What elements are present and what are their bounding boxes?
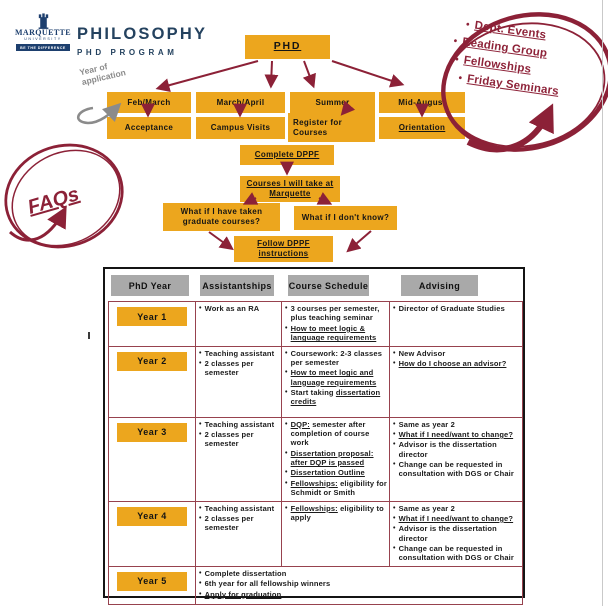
marquette-logo	[16, 11, 207, 57]
text-segment: Coursework: 2-3 classes per semester	[290, 348, 383, 367]
bullet-text	[291, 368, 387, 387]
bullet-icon: •	[393, 430, 396, 438]
text-segment: semester after completion of course work	[290, 419, 370, 448]
bullet-text	[205, 359, 279, 378]
bullet-text	[399, 440, 520, 459]
bullet-text	[399, 514, 514, 523]
bullet-icon: •	[285, 349, 288, 357]
bullet-item	[199, 349, 279, 358]
university-sub: UNIVERSITY	[24, 37, 62, 41]
text-segment: 6th year for all fellowship winners	[204, 579, 331, 589]
bullet-item	[285, 479, 387, 498]
bullet-icon: •	[285, 305, 288, 312]
year-details-table	[108, 301, 523, 605]
text-segment: eligibility to apply	[290, 503, 384, 522]
bullet-text	[399, 460, 520, 479]
text-segment: Change can be requested in consultation with DGS or Chair	[398, 460, 514, 479]
bullet-icon: •	[393, 504, 396, 512]
resources-arrow	[468, 112, 549, 149]
bullet-item	[285, 449, 387, 468]
bullet-item	[285, 349, 387, 368]
year-badge: Year 1	[117, 307, 187, 326]
year-cell	[109, 417, 196, 501]
bullet-text	[205, 514, 279, 533]
complete-dppf-box[interactable]: Complete DPPF	[240, 145, 334, 165]
event-orientation[interactable]: Orientation	[379, 117, 465, 139]
bullet-text	[399, 430, 514, 439]
bullet-item	[393, 430, 520, 439]
link[interactable]: Fellowships:	[290, 503, 338, 513]
bullet-item	[199, 304, 279, 313]
faqs-doodle[interactable]	[0, 130, 137, 264]
tower-icon	[36, 11, 51, 29]
phd-box[interactable]: PHD	[245, 35, 330, 59]
cell-course-schedule	[282, 346, 390, 417]
question-dont-know-box: What if I don't know?	[294, 206, 397, 230]
bullet-icon: •	[393, 525, 396, 533]
link[interactable]: What if I need/want to change?	[398, 513, 514, 523]
cell-assistantships	[196, 501, 282, 566]
month-feb-march: Feb/March	[107, 92, 191, 113]
header-phd-year: PhD Year	[111, 275, 189, 296]
bullet-text	[291, 420, 387, 448]
text-segment: Director of Graduate Studies	[398, 304, 505, 313]
link[interactable]: How to meet logic & language requirements	[290, 323, 377, 343]
link[interactable]: How do I choose an advisor?	[398, 358, 507, 368]
bullet-text	[399, 359, 507, 368]
bullet-text	[205, 420, 275, 429]
table-row	[109, 346, 523, 417]
cell-advising	[390, 417, 523, 501]
bullet-item	[285, 504, 387, 523]
bullet-icon: •	[285, 369, 288, 377]
question-taken-courses-box: What if I have taken graduate courses?	[163, 203, 280, 231]
tagline-badge: BE THE DIFFERENCE	[16, 44, 70, 51]
bullet-icon: •	[285, 389, 288, 396]
bullet-text	[205, 579, 331, 588]
cell-year5-notes	[196, 566, 523, 604]
year-cell	[109, 501, 196, 566]
program-subtitle: PHD PROGRAM	[77, 47, 178, 57]
bullet-item	[199, 514, 279, 533]
link[interactable]: DQP:	[290, 419, 310, 429]
resource-fellowships[interactable]: • Fellowships	[454, 54, 532, 76]
bullet-text	[205, 569, 287, 578]
bullet-item	[393, 304, 520, 313]
bullet-item	[393, 420, 520, 429]
resource-dept-events[interactable]: • Dept. Events	[465, 19, 547, 42]
bullet-text	[291, 449, 387, 468]
cell-assistantships	[196, 346, 282, 417]
bullet-item	[393, 514, 520, 523]
bullet-icon: •	[393, 441, 396, 449]
bullet-icon: •	[285, 324, 288, 332]
bullet-icon: •	[393, 420, 396, 428]
text-segment: Teaching assistant	[204, 348, 275, 358]
bullet-item	[393, 349, 520, 358]
link[interactable]: Fellowships:	[290, 478, 338, 488]
faqs-circle-inner	[0, 132, 137, 264]
year-of-application-note: Year of application	[78, 61, 127, 88]
faqs-label[interactable]: FAQs	[25, 183, 82, 219]
bullet-icon: •	[199, 349, 202, 357]
text-segment: Advisor is the dissertation director	[398, 440, 497, 459]
text-segment: Advisor is the dissertation director	[398, 524, 497, 543]
bullet-item	[393, 359, 520, 368]
bullet-icon: •	[285, 469, 288, 477]
event-campus-visits: Campus Visits	[196, 117, 285, 139]
text-segment: 3 courses per semester, plus teaching seminar	[290, 304, 380, 323]
text-segment: Change can be requested in consultation with DGS or Chair	[398, 544, 514, 563]
text-segment: Teaching assistant	[204, 419, 275, 429]
link[interactable]: dissertation credits	[290, 388, 381, 407]
follow-dppf-box[interactable]: Follow DPPF instructions	[234, 236, 333, 262]
month-mid-august: Mid-August	[379, 92, 465, 113]
link[interactable]: Dissertation proposal: after DQP is passed	[290, 448, 374, 467]
text-segment: Complete dissertation	[204, 568, 287, 578]
year-cell	[109, 302, 196, 347]
stray-mark	[88, 332, 90, 339]
table-row	[109, 566, 523, 604]
marquette-seal	[16, 11, 70, 57]
cell-advising	[390, 501, 523, 566]
bullet-icon: •	[393, 461, 396, 468]
cell-course-schedule	[282, 417, 390, 501]
text-segment: 2 classes per semester	[204, 358, 254, 378]
bullet-icon: •	[199, 514, 202, 522]
bullet-text	[399, 544, 520, 563]
link[interactable]: How to meet logic and language requirements	[290, 368, 377, 387]
year-badge: Year 2	[117, 352, 187, 371]
year-cell	[109, 346, 196, 417]
link[interactable]: What if I need/want to change?	[398, 429, 514, 439]
table-row	[109, 302, 523, 347]
text-segment: eligibility for Schmidt or Smith	[290, 478, 387, 498]
year-badge: Year 3	[117, 423, 187, 442]
bullet-text	[399, 349, 446, 358]
bullet-icon: •	[465, 19, 471, 31]
cell-assistantships	[196, 417, 282, 501]
bullet-icon: •	[199, 305, 202, 312]
bullet-icon: •	[393, 545, 396, 552]
bullet-icon: •	[285, 504, 288, 512]
bullet-text	[205, 590, 282, 599]
cell-advising	[390, 346, 523, 417]
university-name: MARQUETTE	[14, 28, 72, 37]
bullet-icon: •	[285, 420, 288, 428]
bullet-item	[199, 359, 279, 378]
event-register-courses: Register for Courses	[288, 113, 375, 142]
bullet-icon: •	[452, 35, 459, 48]
cell-course-schedule	[282, 302, 390, 347]
bullet-item	[199, 504, 279, 513]
bullet-text	[291, 388, 387, 407]
bullet-item	[393, 460, 520, 479]
bullet-item	[285, 388, 387, 407]
courses-marquette-box[interactable]: Courses I will take at Marquette	[240, 176, 340, 202]
month-march-april: March/April	[196, 92, 285, 113]
year-badge: Year 5	[117, 572, 187, 591]
month-summer: Summer	[290, 92, 375, 113]
event-acceptance: Acceptance	[107, 117, 191, 139]
bullet-text	[205, 304, 260, 313]
link[interactable]: Apply for graduation	[204, 589, 282, 599]
bullet-text	[205, 504, 275, 513]
bullet-icon: •	[393, 514, 396, 522]
bullet-icon: •	[393, 349, 396, 357]
bullet-item	[199, 430, 279, 449]
bullet-text	[291, 504, 387, 523]
bullet-item	[393, 440, 520, 459]
bullet-icon: •	[199, 359, 202, 367]
resources-list	[447, 17, 567, 104]
text-segment: Work as an RA	[204, 304, 260, 313]
bullet-item	[285, 368, 387, 387]
text-segment: 2 classes per semester	[204, 429, 254, 449]
bullet-item	[393, 524, 520, 543]
text-segment: Start taking	[290, 388, 336, 397]
year-badge: Year 4	[117, 507, 187, 526]
bullet-item	[199, 569, 520, 578]
bullet-item	[199, 590, 520, 599]
cell-advising	[390, 302, 523, 347]
text-segment: New Advisor	[398, 348, 446, 358]
bullet-icon: •	[457, 72, 463, 85]
logo-text	[77, 11, 207, 57]
bullet-icon: •	[285, 479, 288, 487]
bullet-icon: •	[393, 359, 396, 367]
bullet-icon: •	[454, 54, 460, 66]
bullet-item	[199, 420, 279, 429]
bullet-text	[291, 349, 387, 368]
department-title: PHILOSOPHY	[77, 25, 208, 43]
text-segment: Same as year 2	[398, 419, 455, 429]
bullet-text	[205, 430, 279, 449]
header-course-schedule: Course Schedule	[288, 275, 369, 296]
bullet-item	[393, 504, 520, 513]
table-row	[109, 501, 523, 566]
year-cell	[109, 566, 196, 604]
bullet-text	[291, 324, 387, 343]
bullet-text	[291, 479, 387, 498]
link[interactable]: Dissertation Outline	[290, 468, 365, 478]
bullet-icon: •	[199, 430, 202, 438]
faqs-arrow	[10, 211, 64, 240]
bullet-icon: •	[199, 580, 202, 588]
bullet-icon: •	[199, 590, 202, 598]
page-edge-line	[602, 0, 603, 606]
resource-friday-seminars[interactable]: • Friday Seminars	[457, 72, 560, 98]
table-row	[109, 417, 523, 501]
header-assistantships: Assistantships	[200, 275, 274, 296]
bullet-item	[285, 420, 387, 448]
phd-program-table	[103, 267, 525, 598]
cell-course-schedule	[282, 501, 390, 566]
bullet-text	[399, 524, 520, 543]
bullet-item	[285, 324, 387, 343]
bullet-text	[291, 304, 387, 323]
resource-reading-group[interactable]: • Reading Group	[452, 35, 548, 60]
bullet-icon: •	[199, 569, 202, 577]
bullet-text	[291, 468, 365, 477]
bullet-icon: •	[199, 504, 202, 512]
bullet-text	[399, 420, 455, 429]
bullet-item	[285, 468, 387, 477]
bullet-text	[399, 304, 505, 313]
bullet-item	[199, 579, 520, 588]
bullet-icon: •	[199, 420, 202, 428]
bullet-text	[205, 349, 275, 358]
bullet-text	[399, 504, 455, 513]
bullet-item	[285, 304, 387, 323]
text-segment: Same as year 2	[398, 503, 455, 513]
faqs-circle	[0, 130, 136, 262]
bullet-icon: •	[393, 305, 396, 312]
header-advising: Advising	[401, 275, 478, 296]
bullet-item	[393, 544, 520, 563]
text-segment: 2 classes per semester	[204, 513, 254, 533]
bullet-icon: •	[285, 449, 288, 457]
cell-assistantships	[196, 302, 282, 347]
text-segment: Teaching assistant	[204, 503, 275, 513]
